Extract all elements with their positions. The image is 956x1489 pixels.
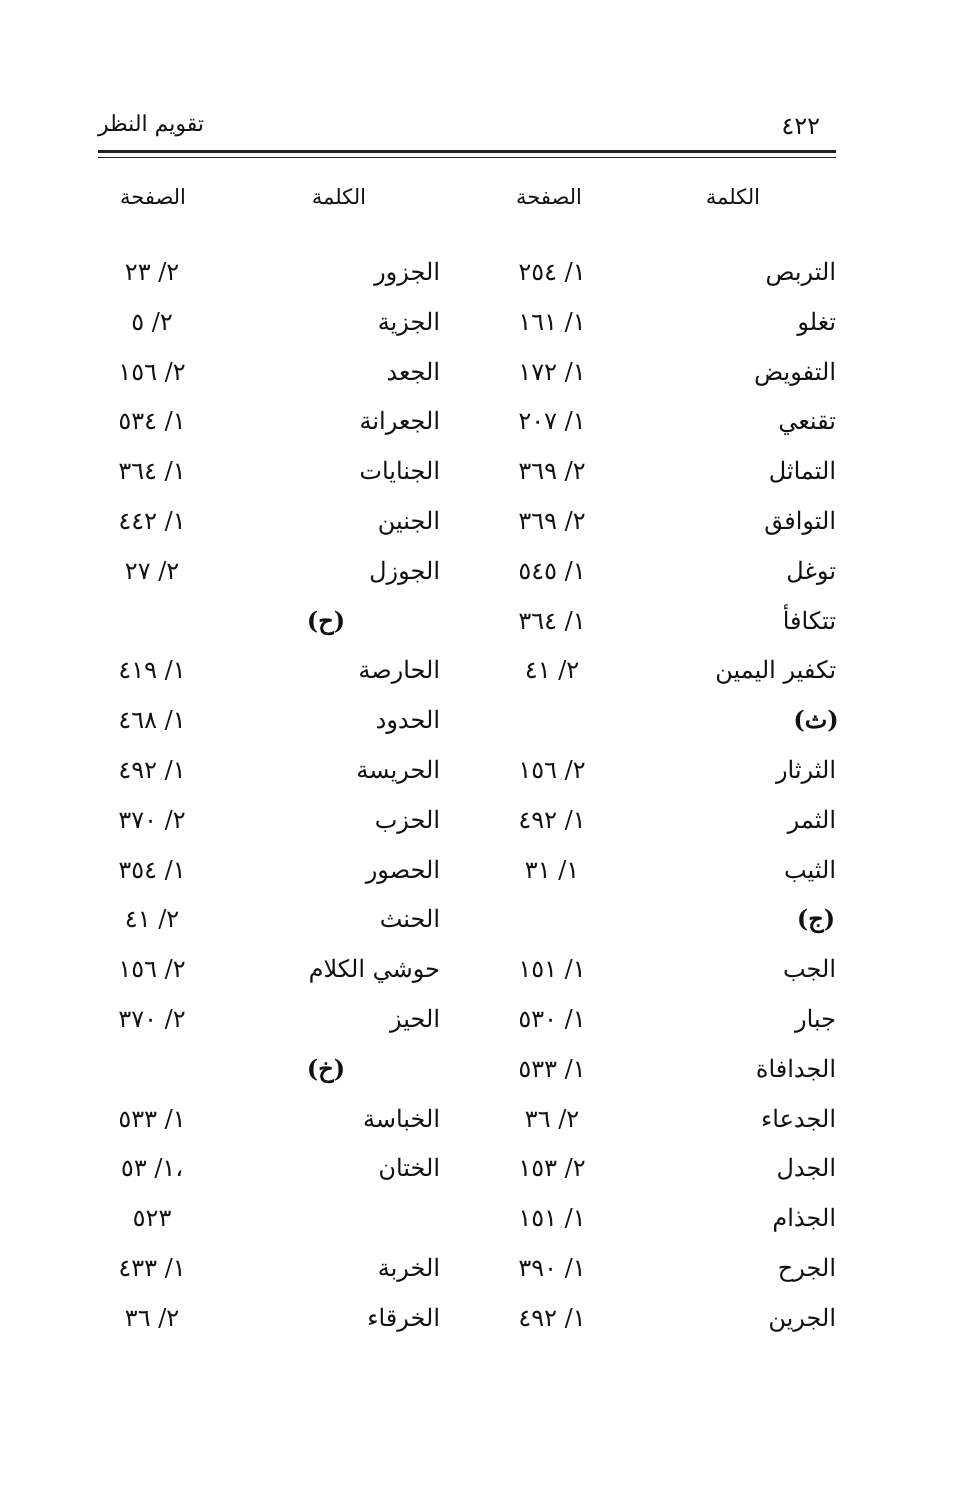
right-index-page: ١/ ٢٠٧ xyxy=(518,407,586,436)
left-index-page: ١/ ٥٣٣ xyxy=(118,1104,186,1133)
right-index-page: ٢/ ٣٦٩ xyxy=(518,507,586,535)
left-index-word: الجنايات xyxy=(359,457,440,486)
left-index-word: الحارصة xyxy=(358,656,440,685)
left-index-word: الجعرانة xyxy=(359,407,440,436)
left-index-word: الجوزل xyxy=(369,556,440,585)
right-index-word: الجدافاة xyxy=(755,1054,836,1083)
left-index-page: ٥٢٣ xyxy=(132,1204,172,1233)
right-index-page: ١/ ٥٣٠ xyxy=(518,1005,586,1033)
right-index-word: الثيب xyxy=(783,855,836,884)
right-index-page: ١/ ٤٩٢ xyxy=(518,805,586,834)
right-index-page: ٢/ ٣٦٩ xyxy=(518,457,586,486)
left-index-page: ١/ ٣٦٤ xyxy=(118,457,186,486)
right-index-page: ١/ ٥٣٣ xyxy=(518,1054,586,1083)
left-index-word: الحيز xyxy=(390,1005,440,1033)
right-index-page: ٢/ ١٥٦ xyxy=(518,756,586,784)
right-index-word: الجرح xyxy=(777,1254,836,1282)
left-letter-heading: (خ) xyxy=(306,1053,346,1083)
left-letter-heading: (ح) xyxy=(306,605,346,635)
right-index-page: ١/ ٢٥٤ xyxy=(518,258,586,286)
left-index-word: الختان xyxy=(378,1154,440,1183)
left-index-word: الحريسة xyxy=(356,756,440,784)
right-index-page: ١/ ١٧٢ xyxy=(518,357,586,386)
right-index-word: الجذام xyxy=(772,1204,836,1233)
right-index-word: التوافق xyxy=(764,507,836,535)
right-index-word: تكفير اليمين xyxy=(715,656,836,685)
left-index-word: الجزية xyxy=(377,307,440,336)
right-index-word: الجدعاء xyxy=(761,1104,836,1133)
left-index-page: ١/ ٤٦٨ xyxy=(118,706,186,735)
left-index-word: الخربة xyxy=(377,1254,440,1282)
right-index-page: ١/ ٤٩٢ xyxy=(518,1303,586,1332)
left-index-word: الخباسة xyxy=(362,1104,440,1133)
right-index-word: تتكافأ xyxy=(782,606,836,635)
left-word-header: الكلمة xyxy=(311,185,366,209)
left-index-word: الحزب xyxy=(374,805,440,834)
left-index-word: الجعد xyxy=(386,357,440,386)
left-index-word: الحصور xyxy=(365,855,440,884)
left-index-page: ١/ ٤٤٢ xyxy=(118,507,186,535)
left-index-word: الحنث xyxy=(379,905,440,934)
left-index-page: ٢/ ٣٧٠ xyxy=(118,1005,186,1033)
right-index-page: ١/ ٣١ xyxy=(524,855,580,884)
page-number: ٤٢٢ xyxy=(781,112,820,140)
left-index-page: ١/ ٤٩٢ xyxy=(118,756,186,784)
right-index-word: تغلو xyxy=(797,307,836,336)
right-index-word: الثمر xyxy=(787,805,836,834)
right-index-word: الجب xyxy=(782,955,836,984)
left-index-word: الحدود xyxy=(375,706,440,735)
right-index-word: التفويض xyxy=(754,357,836,386)
right-index-word: الجرين xyxy=(768,1303,836,1332)
right-word-header: الكلمة xyxy=(705,185,760,209)
left-page-header: الصفحة xyxy=(120,185,186,209)
right-letter-heading: (ج) xyxy=(796,904,836,934)
right-index-word: جبار xyxy=(795,1005,836,1033)
right-letter-heading: (ث) xyxy=(793,705,839,735)
right-index-word: التماثل xyxy=(768,457,836,486)
right-index-word: الثرثار xyxy=(775,756,836,784)
left-index-page: ٢/ ٤١ xyxy=(124,905,180,934)
right-index-word: التربص xyxy=(765,258,836,286)
right-index-page: ١/ ١٥١ xyxy=(518,955,586,984)
left-index-page: ٢/ ٥ xyxy=(131,307,173,336)
right-index-word: توغل xyxy=(786,556,836,585)
left-index-word: الجنين xyxy=(377,507,440,535)
left-index-page: ١/ ٥٣٤ xyxy=(118,407,186,436)
right-index-page: ١/ ١٥١ xyxy=(518,1204,586,1233)
left-index-page: ٢/ ٣٧٠ xyxy=(118,805,186,834)
left-index-page: ١/ ٤١٩ xyxy=(118,656,186,685)
left-index-page: ٢/ ٣٦ xyxy=(124,1303,180,1332)
left-index-page: ٢/ ١٥٦ xyxy=(118,357,186,386)
left-index-word: الخرقاء xyxy=(367,1303,440,1332)
left-index-page: ٢/ ٢٣ xyxy=(124,258,180,286)
right-index-page: ٢/ ١٥٣ xyxy=(518,1154,586,1183)
left-index-page: ١/ ٤٣٣ xyxy=(118,1254,186,1282)
left-index-page: ١/ ٣٥٤ xyxy=(118,855,186,884)
left-index-word: حوشي الكلام xyxy=(308,955,440,984)
right-index-page: ١/ ٣٦٤ xyxy=(518,606,586,635)
right-index-word: الجدل xyxy=(776,1154,836,1183)
right-page-header: الصفحة xyxy=(516,185,582,209)
left-index-word: الجزور xyxy=(374,258,440,286)
right-index-page: ١/ ٣٩٠ xyxy=(518,1254,586,1282)
page-header xyxy=(98,112,836,152)
header-rule-thin xyxy=(98,157,836,158)
left-index-page: ١/ ٥٣، xyxy=(120,1154,184,1183)
book-title: تقويم النظر xyxy=(98,112,205,137)
left-index-page: ٢/ ١٥٦ xyxy=(118,955,186,984)
right-index-page: ٢/ ٣٦ xyxy=(524,1104,580,1133)
left-index-page: ٢/ ٢٧ xyxy=(124,556,180,585)
right-index-page: ١/ ٥٤٥ xyxy=(518,556,586,585)
right-index-word: تقنعي xyxy=(778,407,836,436)
header-rule-thick xyxy=(98,150,836,153)
right-index-page: ٢/ ٤١ xyxy=(524,656,580,685)
right-index-page: ١/ ١٦١ xyxy=(518,307,586,336)
